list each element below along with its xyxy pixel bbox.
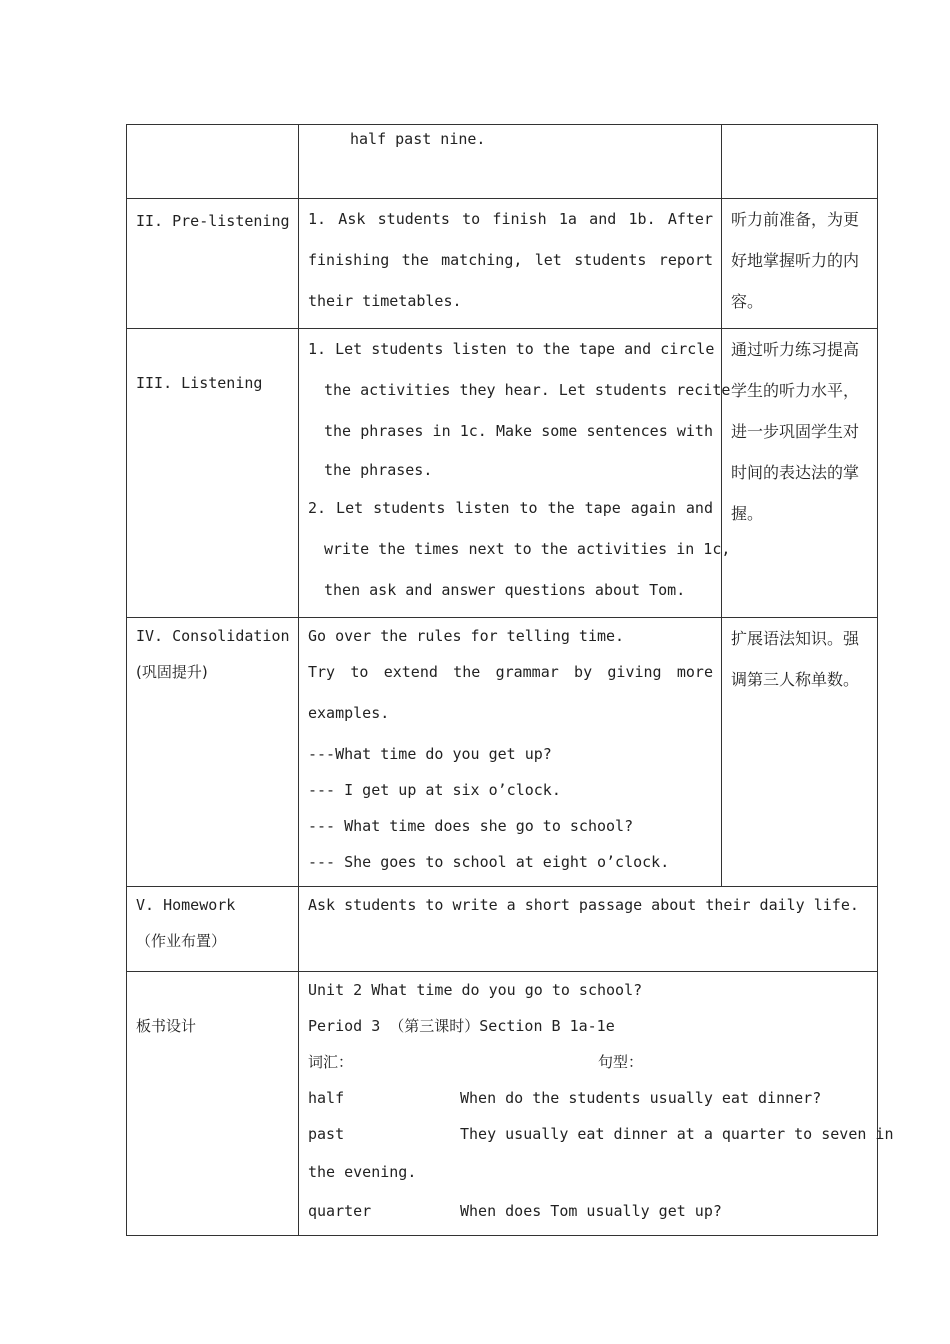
board-heads (308, 1044, 869, 1080)
stage-cell (127, 618, 299, 887)
stage-cell (127, 887, 299, 972)
note-line: 容。 (731, 292, 764, 311)
lesson-plan-table (126, 124, 894, 1236)
stage-label: IV. Consolidation (136, 627, 290, 645)
note-cell (722, 329, 878, 618)
content-line: --- What time does she go to school? (308, 817, 634, 835)
content-line: 2. Let students listen to the tape again and (308, 499, 713, 517)
content-line: the phrases in 1c. Make some sentences with (324, 422, 713, 440)
content-line: Go over the rules for telling time. (308, 627, 625, 645)
content-line: examples. (308, 704, 390, 722)
content-line: finishing the matching, let students report (308, 251, 713, 269)
sentence-continuation: the evening. (308, 1163, 417, 1181)
board-pair (308, 1193, 869, 1229)
content-line: half past nine. (350, 130, 486, 148)
content-line: Ask students to write a short passage about their daily life. (308, 896, 859, 914)
vocab-word: half (308, 1089, 345, 1107)
content-line: Try to extend the grammar by giving more (308, 663, 713, 681)
stage-cell (127, 125, 299, 199)
board-pair (308, 1116, 894, 1152)
note-line: 进一步巩固学生对 (731, 422, 860, 441)
content-line: then ask and answer questions about Tom. (324, 581, 686, 599)
sentence: They usually eat dinner at a quarter to seven in (460, 1125, 894, 1143)
stage-label: III. Listening (136, 374, 263, 392)
table-row (127, 887, 878, 972)
note-cell (722, 125, 878, 199)
content-line: the phrases. (324, 461, 433, 479)
content-line: --- I get up at six o’clock. (308, 781, 561, 799)
content-line: write the times next to the activities in 1c, (324, 540, 731, 558)
note-line: 扩展语法知识。强 (731, 629, 860, 648)
stage-label: V. Homework (136, 896, 236, 914)
board-title: Unit 2 What time do you go to school? (308, 981, 643, 999)
content-line: ---What time do you get up? (308, 745, 552, 763)
table-row (127, 329, 878, 618)
note-line: 调第三人称单数。 (731, 670, 860, 689)
note-line: 握。 (731, 504, 764, 523)
stage-label: 板书设计 (136, 1017, 197, 1035)
note-line: 学生的听力水平， (731, 381, 860, 400)
content-line: the activities they hear. Let students recite (324, 381, 731, 399)
content-line: 1. Let students listen to the tape and circle (308, 340, 715, 358)
stage-label-cn: （作业布置） (136, 932, 227, 950)
table-row (127, 199, 878, 329)
content-cell (299, 125, 722, 199)
note-line: 好地掌握听力的内 (731, 251, 860, 270)
board-period: Period 3 （第三课时）Section B 1a-1e (308, 1017, 615, 1035)
content-cell (299, 199, 722, 329)
table-row (127, 618, 878, 887)
content-cell (299, 329, 731, 618)
sentence: When does Tom usually get up? (460, 1202, 722, 1220)
board-design-cell (299, 972, 894, 1236)
content-line: 1. Ask students to finish 1a and 1b. After (308, 210, 713, 228)
note-cell (722, 199, 878, 329)
stage-label: II. Pre-listening (136, 212, 290, 230)
note-cell (722, 618, 878, 887)
vocab-heading: 词汇： (308, 1053, 354, 1071)
table-row (127, 125, 878, 199)
stage-cell (127, 199, 299, 329)
stage-cell (127, 972, 299, 1236)
content-line: --- She goes to school at eight o’clock. (308, 853, 670, 871)
note-line: 时间的表达法的掌 (731, 463, 860, 482)
vocab-word: past (308, 1125, 345, 1143)
vocab-word: quarter (308, 1202, 372, 1220)
stage-cell (127, 329, 299, 618)
sentence: When do the students usually eat dinner? (460, 1089, 822, 1107)
note-line: 通过听力练习提高 (731, 340, 860, 359)
table-row (127, 972, 878, 1236)
note-line: 听力前准备，为更 (731, 210, 860, 229)
sentence-heading: 句型： (598, 1053, 644, 1071)
content-line: their timetables. (308, 292, 462, 310)
stage-label-cn: (巩固提升) (136, 663, 208, 681)
board-pair (308, 1080, 869, 1116)
content-cell (299, 887, 878, 972)
content-cell (299, 618, 722, 887)
